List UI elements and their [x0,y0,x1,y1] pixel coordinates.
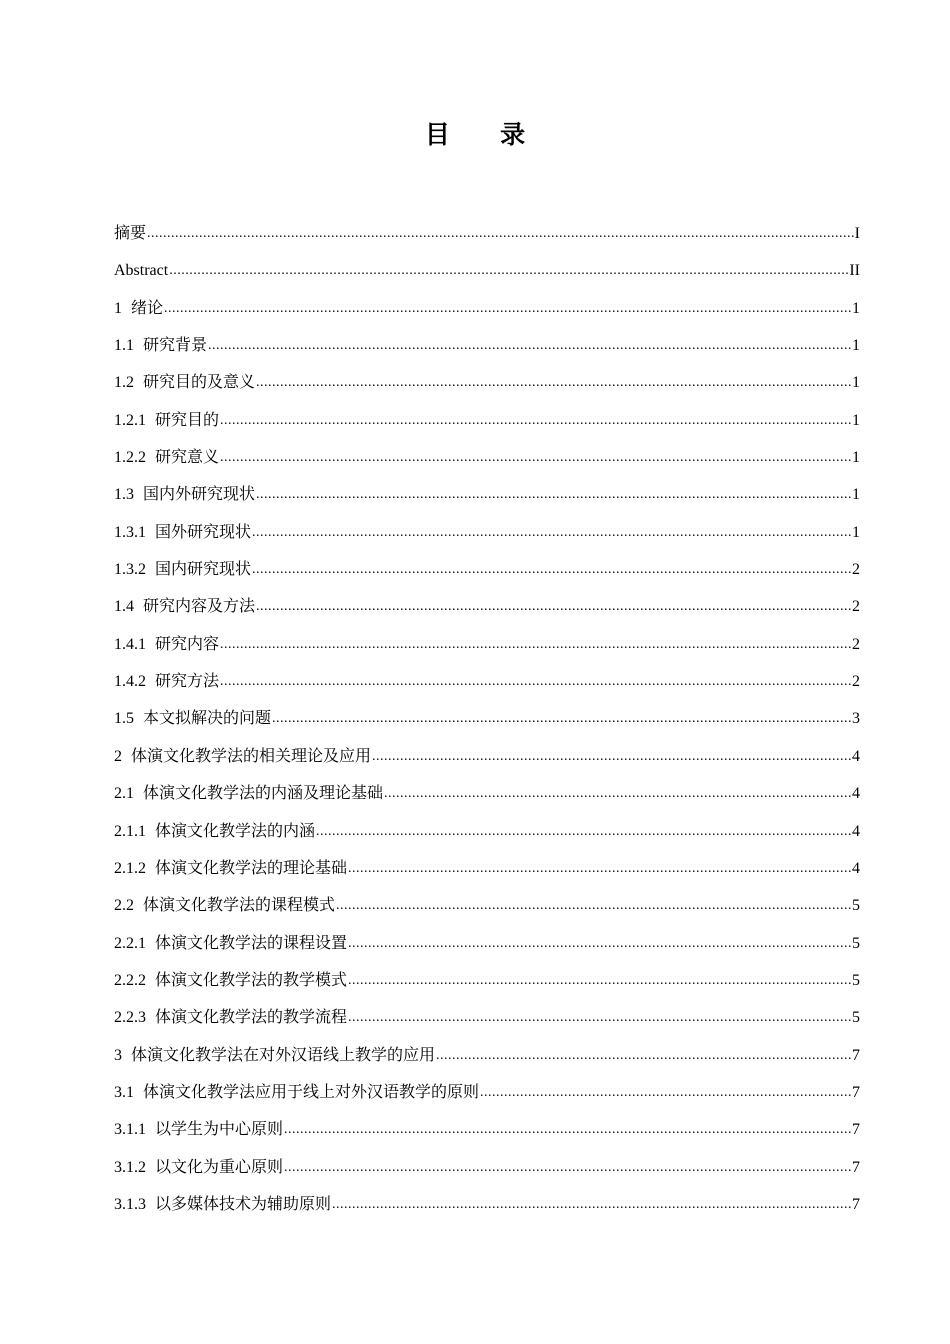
toc-entry-number: 3.1 [114,1083,134,1101]
toc-entry-number: 1.2 [114,374,134,392]
toc-entry-number: 1.1 [114,337,134,355]
toc-dot-leader [272,700,851,737]
toc-entry[interactable] [114,1111,860,1148]
toc-entry-heading [114,925,347,962]
toc-entry-number: 1.4.1 [114,635,146,653]
toc-dot-leader [372,738,851,775]
toc-entry-title: 摘要 [114,225,147,242]
toc-entry-page-number: 4 [852,747,860,765]
toc-entry-number: 1.3 [114,486,134,504]
toc-entry-number: 2.2.3 [114,1009,146,1027]
toc-entry-number: 1.3.1 [114,523,146,541]
toc-entry-title: 体演文化教学法的教学模式 [155,971,348,989]
toc-entry-page-number: 7 [852,1083,860,1101]
toc-entry-number: 2.2 [114,897,134,915]
toc-entry-number: 1 [114,299,122,317]
toc-entry-number: 1.5 [114,710,134,728]
toc-entry[interactable] [114,1074,860,1111]
toc-dot-leader [480,1074,851,1111]
toc-entry[interactable] [114,588,860,625]
toc-entry-title: 研究方法 [155,673,220,691]
toc-dot-leader [348,850,851,887]
toc-entry-heading [114,1149,283,1186]
toc-entry-heading [114,999,347,1036]
toc-entry-heading [114,551,251,588]
toc-entry-title: 研究内容及方法 [143,598,256,616]
toc-entry-number: 3.1.3 [114,1195,146,1213]
toc-entry-heading [114,663,219,700]
toc-entry-title: 体演文化教学法在对外汉语线上教学的应用 [131,1046,436,1064]
toc-entry-heading [114,588,255,625]
toc-entry-page-number: 7 [852,1121,860,1139]
toc-entry[interactable] [114,514,860,551]
toc-dot-leader [284,1149,851,1186]
toc-entry-heading [114,738,371,775]
toc-dot-leader [208,327,851,364]
toc-entry[interactable] [114,999,860,1036]
toc-entry-number: 2.1.2 [114,859,146,877]
toc-entry-title: 以文化为重心原则 [155,1158,284,1176]
toc-entry-page-number: 1 [852,523,860,541]
toc-entry-number: 1.4.2 [114,673,146,691]
toc-entry[interactable] [114,813,860,850]
toc-entry-heading [114,1074,479,1111]
toc-entry-page-number: 1 [852,486,860,504]
page-title: 目 录 [424,122,548,149]
toc-entry-page-number: 1 [852,337,860,355]
toc-entry-title: 研究目的及意义 [143,374,256,392]
toc-dot-leader [436,1037,851,1074]
toc-entry-heading [114,1037,435,1074]
toc-entry-title: 研究内容 [155,635,220,653]
toc-entry-title: 体演文化教学法的理论基础 [155,859,348,877]
toc-entry-heading [114,775,383,812]
toc-entry-number: 3.1.2 [114,1158,146,1176]
toc-entry-page-number: 5 [852,971,860,989]
toc-dot-leader [284,1111,851,1148]
toc-entry-title: 研究目的 [155,411,220,429]
toc-entry-heading [114,252,168,289]
toc-entry-number: 2.2.1 [114,934,146,952]
toc-entry-heading [114,327,207,364]
toc-entry[interactable] [114,626,860,663]
toc-dot-leader [169,252,848,289]
toc-dot-leader [384,775,851,812]
toc-entry[interactable] [114,663,860,700]
toc-entry-page-number: I [854,225,860,242]
toc-entry-heading [114,364,255,401]
table-of-contents [114,215,860,1223]
toc-dot-leader [348,925,851,962]
toc-entry-number: 1.2.1 [114,411,146,429]
toc-entry-title: Abstract [114,262,169,280]
toc-entry-page-number: II [849,262,860,280]
toc-entry-title: 体演文化教学法的课程设置 [155,934,348,952]
toc-entry-number: 2.1.1 [114,822,146,840]
toc-entry-heading [114,215,146,252]
toc-dot-leader [220,663,851,700]
toc-entry-heading [114,850,347,887]
toc-entry-title: 国内外研究现状 [143,486,256,504]
toc-entry-page-number: 4 [852,822,860,840]
toc-entry[interactable] [114,1149,860,1186]
toc-entry-number: 1.2.2 [114,449,146,467]
toc-entry[interactable] [114,1186,860,1223]
toc-entry[interactable] [114,364,860,401]
toc-entry-title: 研究意义 [155,449,220,467]
toc-entry-title: 体演文化教学法的内涵及理论基础 [143,785,384,803]
toc-dot-leader [220,439,851,476]
toc-entry[interactable] [114,476,860,513]
toc-entry-title: 研究背景 [143,337,208,355]
toc-entry[interactable] [114,887,860,924]
toc-entry[interactable] [114,962,860,999]
toc-entry-page-number: 4 [852,785,860,803]
toc-entry-page-number: 4 [852,859,860,877]
toc-entry-page-number: 7 [852,1158,860,1176]
toc-entry-title: 体演文化教学法的内涵 [155,822,316,840]
toc-entry-title: 体演文化教学法的相关理论及应用 [131,747,372,765]
toc-entry-page-number: 5 [852,897,860,915]
toc-dot-leader [220,626,851,663]
toc-entry-number: 1.4 [114,598,134,616]
toc-entry[interactable] [114,290,860,327]
toc-entry-heading [114,813,315,850]
toc-dot-leader [336,887,851,924]
toc-entry-heading [114,290,163,327]
toc-entry-title: 以多媒体技术为辅助原则 [155,1195,332,1213]
toc-entry-heading [114,402,219,439]
toc-entry[interactable] [114,1037,860,1074]
toc-entry-heading [114,700,271,737]
toc-entry-page-number: 1 [852,374,860,392]
toc-dot-leader [252,551,851,588]
toc-entry-page-number: 1 [852,299,860,317]
toc-entry-title: 体演文化教学法的课程模式 [143,897,336,915]
toc-entry-number: 3 [114,1046,122,1064]
toc-entry[interactable] [114,775,860,812]
toc-entry-page-number: 2 [852,673,860,691]
toc-dot-leader [164,290,851,327]
toc-entry-heading [114,1186,331,1223]
toc-entry-page-number: 7 [852,1195,860,1213]
toc-entry-page-number: 5 [852,1009,860,1027]
toc-entry-number: 2.2.2 [114,971,146,989]
toc-entry-heading [114,887,335,924]
toc-entry-page-number: 1 [852,411,860,429]
toc-entry[interactable] [114,551,860,588]
toc-entry-page-number: 2 [852,635,860,653]
toc-entry[interactable] [114,738,860,775]
toc-dot-leader [348,962,851,999]
toc-entry-heading [114,962,347,999]
toc-entry[interactable] [114,402,860,439]
toc-dot-leader [256,588,851,625]
toc-entry-heading [114,626,219,663]
toc-entry[interactable] [114,850,860,887]
toc-dot-leader [348,999,851,1036]
toc-entry-title: 以学生为中心原则 [155,1121,284,1139]
toc-entry[interactable] [114,327,860,364]
toc-entry-heading [114,439,219,476]
toc-dot-leader [332,1186,851,1223]
toc-dot-leader [220,402,851,439]
toc-dot-leader [256,364,851,401]
toc-entry-number: 2 [114,747,122,765]
toc-entry-title: 体演文化教学法应用于线上对外汉语教学的原则 [143,1083,480,1101]
toc-entry-heading [114,476,255,513]
toc-entry-heading [114,514,251,551]
toc-entry-page-number: 3 [852,710,860,728]
toc-entry-page-number: 5 [852,934,860,952]
toc-entry-page-number: 7 [852,1046,860,1064]
toc-dot-leader [256,476,851,513]
toc-entry-title: 本文拟解决的问题 [143,710,272,728]
toc-entry[interactable] [114,439,860,476]
toc-entry-title: 国外研究现状 [155,523,252,541]
toc-dot-leader [316,813,851,850]
toc-entry-page-number: 2 [852,598,860,616]
toc-dot-leader [252,514,851,551]
toc-entry[interactable] [114,925,860,962]
toc-entry[interactable] [114,700,860,737]
toc-entry-title: 绪论 [131,299,164,317]
toc-entry-page-number: 2 [852,561,860,579]
toc-entry-number: 1.3.2 [114,561,146,579]
toc-entry-title: 体演文化教学法的教学流程 [155,1009,348,1027]
toc-entry-number: 2.1 [114,785,134,803]
toc-entry-title: 国内研究现状 [155,561,252,579]
toc-entry[interactable] [114,215,860,252]
toc-entry-number: 3.1.1 [114,1121,146,1139]
toc-entry[interactable] [114,252,860,289]
toc-entry-page-number: 1 [852,449,860,467]
toc-entry-heading [114,1111,283,1148]
toc-dot-leader [147,215,854,252]
